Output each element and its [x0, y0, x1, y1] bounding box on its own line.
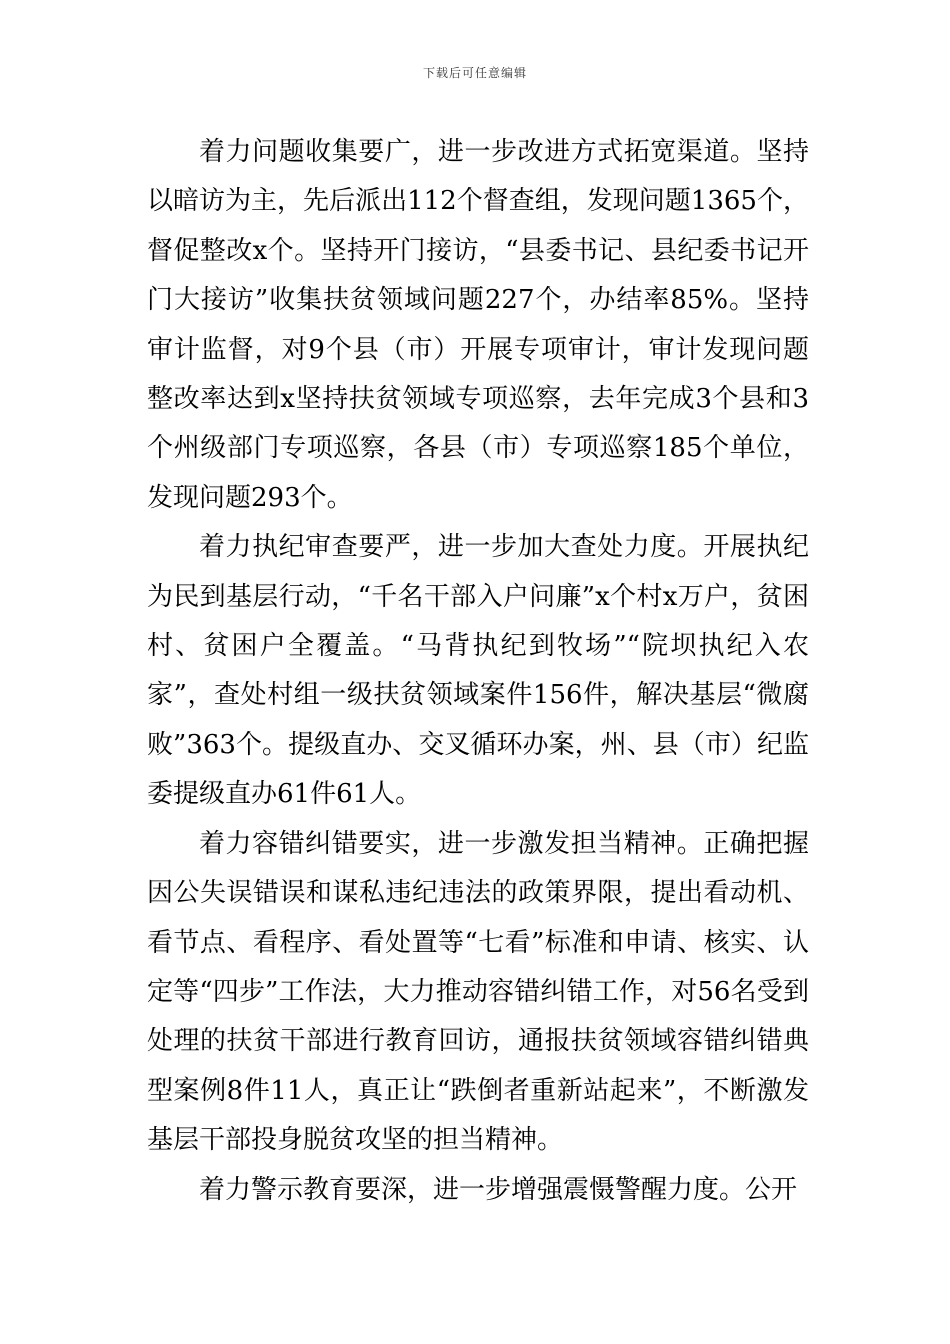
document-body: [147, 128, 809, 1215]
paragraph-warning-education: 着力警示教育要深，进一步增强震慑警醒力度。公开: [199, 1174, 798, 1205]
paragraph-error-tolerance: 着力容错纠错要实，进一步激发担当精神。正确把握因公失误错误和谋私违纪违法的政策界限，提出看动机、看节点、看程序、看处置等“七看”标准和申请、核实、认定等“四步”工作法，大力推动容错纠错工作，对56名受到处理的扶贫干部进行教育回访，通报扶贫领域容错纠错典型案例8件11人，真正让“跌倒者重新站起来”，不断激发基层干部投身脱贫攻坚的担当精神。: [147, 828, 809, 1156]
paragraph-problem-collection: 着力问题收集要广，进一步改进方式拓宽渠道。坚持以暗访为主，先后派出112个督查组，发现问题1365个，督促整改x个。坚持开门接访，“县委书记、县纪委书记开门大接访”收集扶贫领域问题227个，办结率85%。坚持审计监督，对9个县（市）开展专项审计，审计发现问题整改率达到x坚持扶贫领域专项巡察，去年完成3个县和3个州级部门专项巡察，各县（市）专项巡察185个单位，发现问题293个。: [147, 137, 809, 513]
paragraph-discipline-review: 着力执纪审查要严，进一步加大查处力度。开展执纪为民到基层行动，“千名干部入户问廉”x个村x万户，贫困村、贫困户全覆盖。“马背执纪到牧场”“院坝执纪入农家”，查处村组一级扶贫领域案件156件，解决基层“微腐败”363个。提级直办、交叉循环办案，州、县（市）纪监委提级直办61件61人。: [147, 532, 809, 810]
page-header-note: 下载后可任意编辑: [422, 66, 527, 80]
